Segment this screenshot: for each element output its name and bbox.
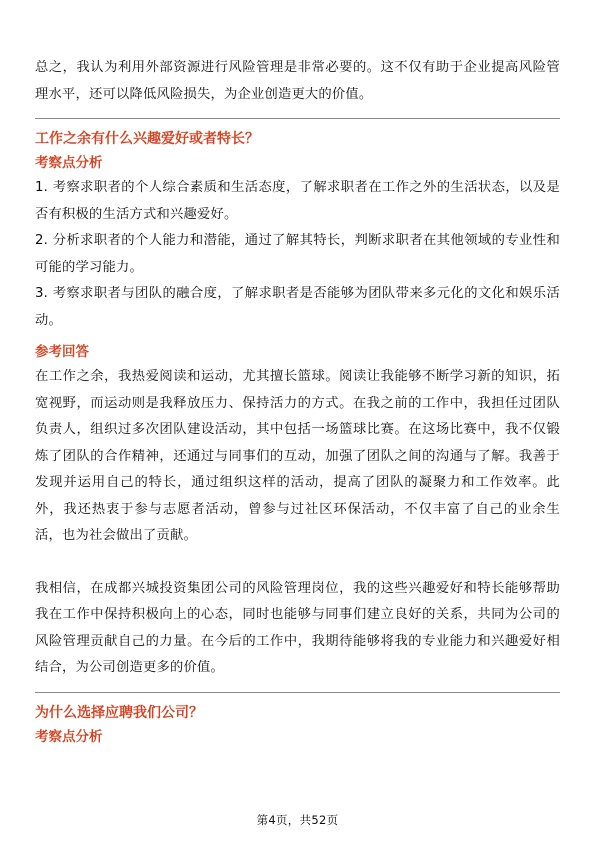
question-1-answer-heading: 参考回答 bbox=[35, 344, 89, 360]
analysis-point-1: 1. 考察求职者的个人综合素质和生活态度，了解求职者在工作之外的生活状态，以及是否有积极的生活方式和兴趣爱好。 bbox=[35, 180, 560, 222]
question-2-title: 为什么选择应聘我们公司？ bbox=[35, 704, 203, 721]
page-content bbox=[35, 55, 560, 749]
section-divider-2 bbox=[35, 692, 560, 693]
answer-paragraph-2: 我相信，在成都兴城投资集团公司的风险管理岗位，我的这些兴趣爱好和特长能够帮助我在工作中保持积极向上的心态，同时也能够与同事们建立良好的关系，共同为公司的风险管理贡献自己的力量。在今后的工作中，我期待能够将我的专业能力和兴趣爱好相结合，为公司创造更多的价值。 bbox=[35, 580, 560, 675]
paragraph-spacer bbox=[35, 550, 560, 576]
page-number-footer: 第4页，共52页 bbox=[256, 813, 339, 827]
section-divider-1 bbox=[35, 118, 560, 119]
question-1-title: 工作之余有什么兴趣爱好或者特长？ bbox=[35, 131, 259, 147]
analysis-point-3: 3. 考察求职者与团队的融合度，了解求职者是否能够为团队带来多元化的文化和娱乐活动。 bbox=[35, 286, 560, 328]
answer-paragraph-1: 在工作之余，我热爱阅读和运动，尤其擅长篮球。阅读让我能够不断学习新的知识，拓宽视野，而运动则是我释放压力、保持活力的方式。在我之前的工作中，我担任过团队负责人，组织过多次团队建设活动，其中包括一场篮球比赛。在这场比赛中，我不仅锻炼了团队的合作精神，还通过与同事们的互动，加强了团队之间的沟通与了解。我善于发现并运用自己的特长，通过组织这样的活动，提高了团队的凝聚力和工作效率。此外，我还热衷于参与志愿者活动，曾参与过社区环保活动，不仅丰富了自己的业余生活，也为社会做出了贡献。 bbox=[35, 369, 560, 543]
question-2-analysis-heading: 考察点分析 bbox=[35, 728, 103, 745]
intro-conclusion-paragraph: 总之，我认为利用外部资源进行风险管理是非常必要的。这不仅有助于企业提高风险管理水平，还可以降低风险损失，为企业创造更大的价值。 bbox=[35, 60, 560, 102]
question-1-analysis-heading: 考察点分析 bbox=[35, 155, 103, 171]
analysis-point-2: 2. 分析求职者的个人能力和潜能，通过了解其特长，判断求职者在其他领域的专业性和可能的学习能力。 bbox=[35, 233, 560, 275]
